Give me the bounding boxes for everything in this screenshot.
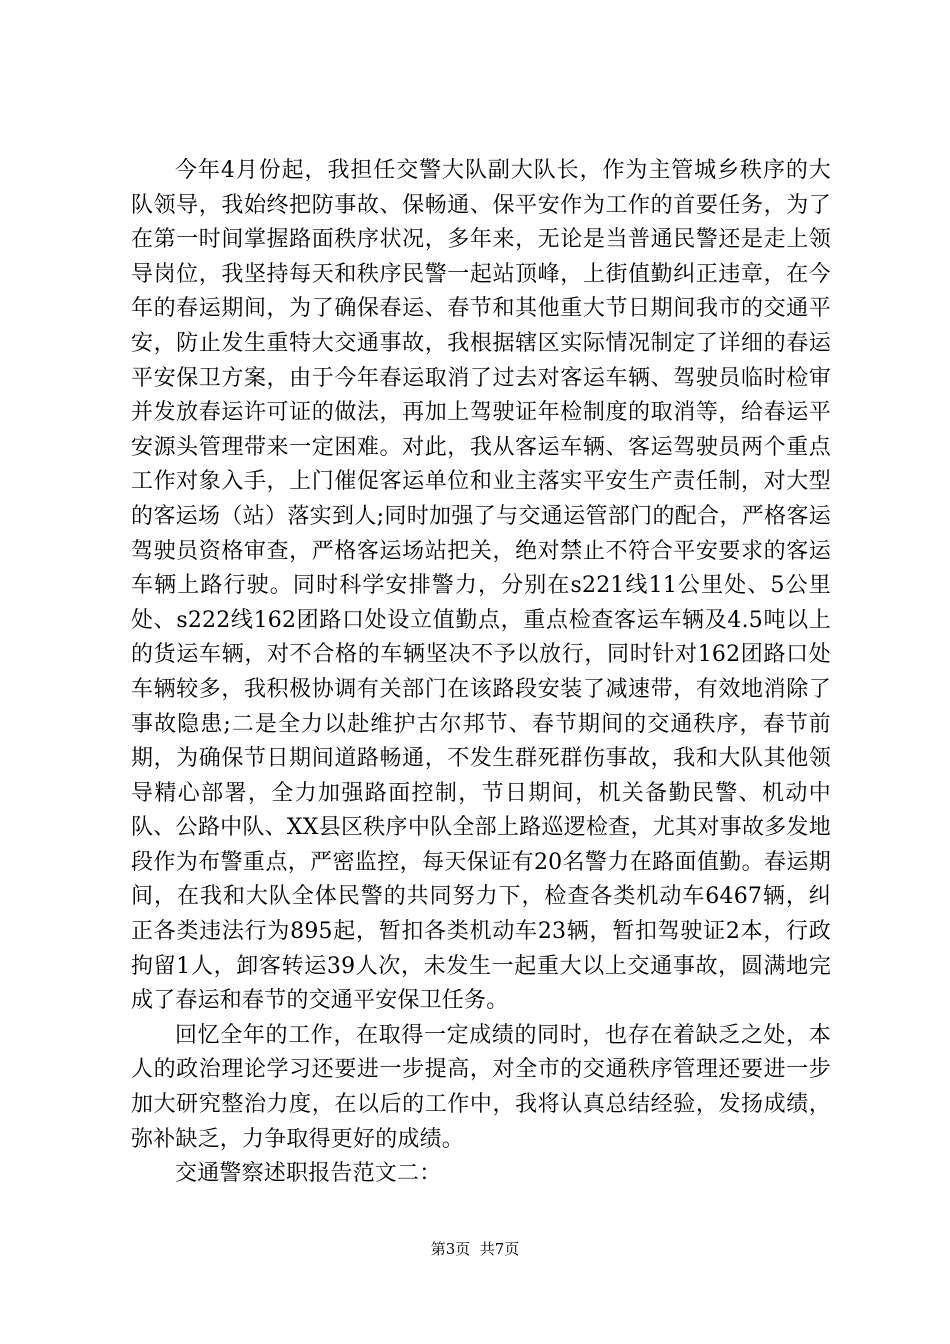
- paragraph-reflection: 回忆全年的工作，在取得一定成绩的同时，也存在着缺乏之处，本人的政治理论学习还要进一步提高，对全市的交通秩序管理还要进一步加大研究整治力度，在以后的工作中，我将认真总结经验，发扬成绩，弥补缺乏，力争取得更好的成绩。: [131, 1022, 831, 1152]
- paragraph-section-heading: 交通警察述职报告范文二：: [175, 1161, 442, 1187]
- page-footer: [0, 1238, 950, 1259]
- document-body: [131, 154, 831, 1192]
- paragraph-work-summary: 今年4月份起，我担任交警大队副大队长，作为主管城乡秩序的大队领导，我始终把防事故、保畅通、保平安作为工作的首要任务，为了在第一时间掌握路面秩序状况，多年来，无论是当普通民警还是走上领导岗位，我坚持每天和秩序民警一起站顶峰，上街值勤纠正违章，在今年的春运期间，为了确保春运、春节和其他重大节日期间我市的交通平安，防止发生重特大交通事故，我根据辖区实际情况制定了详细的春运平安保卫方案，由于今年春运取消了过去对客运车辆、驾驶员临时检审并发放春运许可证的做法，再加上驾驶证年检制度的取消等，给春运平安源头管理带来一定困难。对此，我从客运车辆、客运驾驶员两个重点工作对象入手，上门催促客运单位和业主落实平安生产责任制，对大型的客运场（站）落实到人;同时加强了与交通运管部门的配合，严格客运驾驶员资格审查，严格客运场站把关，绝对禁止不符合平安要求的客运车辆上路行驶。同时科学安排警力，分别在s221线11公里处、5公里处、s222线162团路口处设立值勤点，重点检查客运车辆及4.5吨以上的货运车辆，对不合格的车辆坚决不予以放行，同时针对162团路口处车辆较多，我积极协调有关部门在该路段安装了减速带，有效地消除了事故隐患;二是全力以赴维护古尔邦节、春节期间的交通秩序，春节前期，为确保节日期间道路畅通，不发生群死群伤事故，我和大队其他领导精心部署，全力加强路面控制，节日期间，机关备勤民警、机动中队、公路中队、XX县区秩序中队全部上路巡逻检查，尤其对事故多发地段作为布警重点，严密监控，每天保证有20名警力在路面值勤。春运期间，在我和大队全体民警的共同努力下，检查各类机动车6467辆，纠正各类违法行为895起，暂扣各类机动车23辆，暂扣驾驶证2本，行政拘留1人，卸客转运39人次，未发生一起重大以上交通事故，圆满地完成了春运和春节的交通平安保卫任务。: [131, 158, 831, 1014]
- page-number: 第3页 共7页: [430, 1240, 520, 1258]
